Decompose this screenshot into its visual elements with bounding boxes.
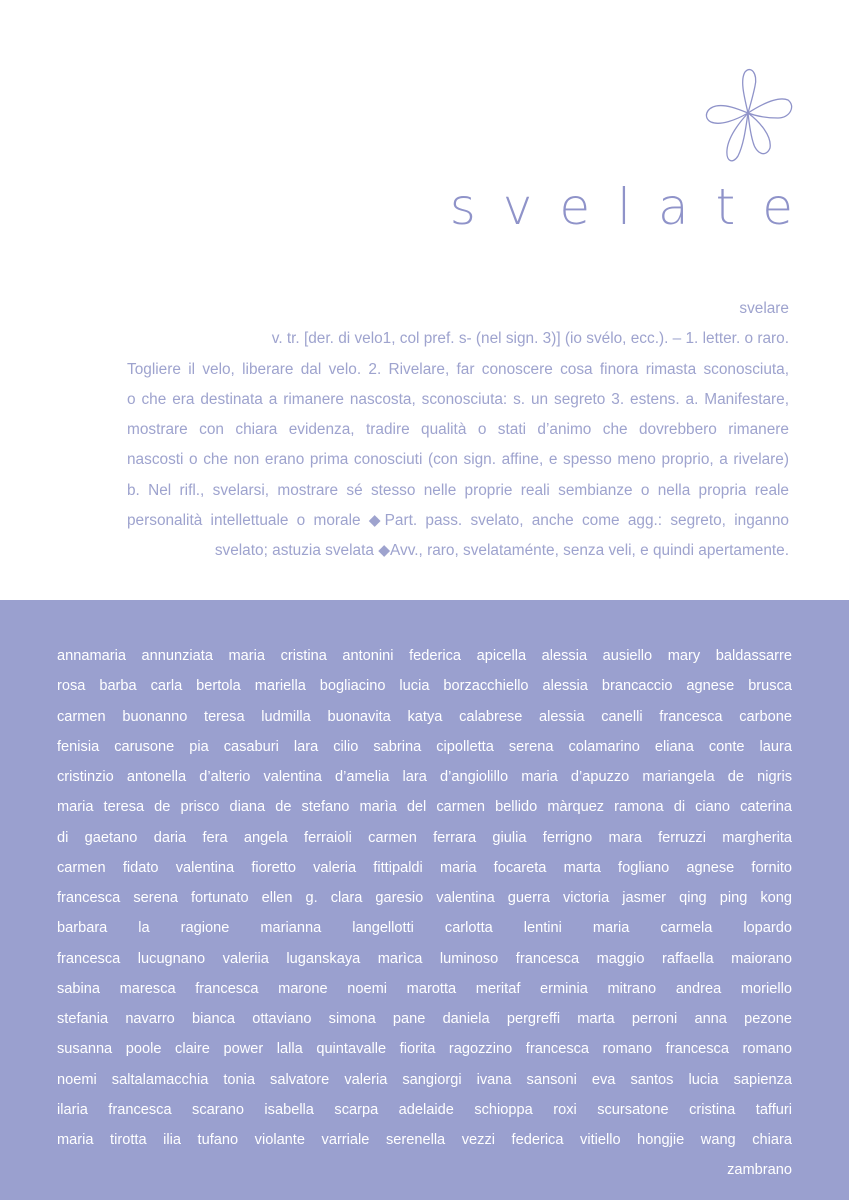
names-line: stefania navarro bianca ottaviano simona pane daniela pergreffi marta perroni anna pezone — [57, 1011, 792, 1027]
names-line: francesca lucugnano valeriia luganskaya marìca luminoso francesca maggio raffaella maiorano — [57, 950, 792, 967]
names-line: di gaetano daria fera angela ferraioli carmen ferrara giulia ferrigno mara ferruzzi margherita — [57, 829, 792, 846]
definition-line: b. Nel rifl., svelarsi, mostrare sé stesso nelle proprie reali sembianze o nella propria reale — [127, 481, 789, 499]
names-list — [57, 641, 792, 1186]
names-line: francesca serena fortunato ellen g. clara garesio valentina guerra victoria jasmer qing ping kong — [57, 890, 792, 906]
names-line: barbara la ragione marianna langellotti carlotta lentini maria carmela lopardo — [57, 920, 792, 937]
names-line: carmen fidato valentina fioretto valeria fittipaldi maria focareta marta fogliano agnese fornito — [57, 859, 792, 876]
names-line: cristinzio antonella d’alterio valentina d’amelia lara d’angiolillo maria d’apuzzo mariangela de nigris — [57, 769, 792, 785]
names-line: carmen buonanno teresa ludmilla buonavita katya calabrese alessia canelli francesca carbone — [57, 708, 792, 725]
definition-line: nascosti o che non erano prima conosciuti (con sign. affine, e spesso meno proprio, a rivelare) — [127, 451, 789, 469]
names-line: rosa barba carla bertola mariella bogliacino lucia borzacchiello alessia brancaccio agnese brusca — [57, 678, 792, 695]
definition-line: svelato; astuzia svelata ◆Avv., raro, svelataménte, senza veli, e quindi apertamente. — [214, 542, 789, 560]
definition-line: o che era destinata a rimanere nascosta, sconosciuta: s. un segreto 3. estens. a. Manifestare, — [127, 390, 789, 408]
names-line: sabina maresca francesca marone noemi marotta meritaf erminia mitrano andrea moriello — [57, 980, 792, 997]
names-line: zambrano — [727, 1162, 792, 1179]
names-line: annamaria annunziata maria cristina antonini federica apicella alessia ausiello mary baldassarre — [57, 648, 792, 664]
definition-block — [127, 294, 789, 567]
flower-outline-icon — [700, 66, 796, 166]
definition-line: v. tr. [der. di velo1, col pref. s- (nel sign. 3)] (io svélo, ecc.). – 1. letter. o raro. — [271, 330, 789, 348]
page-title: svelate — [449, 178, 820, 236]
names-line: ilaria francesca scarano isabella scarpa adelaide schioppa roxi scursatone cristina taffuri — [57, 1101, 792, 1118]
definition-line: mostrare con chiara evidenza, tradire qualità o stati d’animo che dovrebbero rimanere — [127, 421, 789, 439]
definition-line: personalità intellettuale o morale ◆Part. pass. svelato, anche come agg.: segreto, inganno — [127, 512, 789, 530]
definition-line: Togliere il velo, liberare dal velo. 2. Rivelare, far conoscere cosa finora rimasta sconosciuta, — [127, 360, 789, 378]
names-line: fenisia carusone pia casaburi lara cilio sabrina cipolletta serena colamarino eliana conte laura — [57, 738, 792, 755]
names-line: noemi saltalamacchia tonia salvatore valeria sangiorgi ivana sansoni eva santos lucia sapienza — [57, 1071, 792, 1088]
names-line: maria tirotta ilia tufano violante varriale serenella vezzi federica vitiello hongjie wang chiara — [57, 1132, 792, 1148]
names-line: maria teresa de prisco diana de stefano marìa del carmen bellido màrquez ramona di ciano caterina — [57, 799, 792, 816]
definition-headword: svelare — [739, 300, 789, 317]
names-line: susanna poole claire power lalla quintavalle fiorita ragozzino francesca romano francesca romano — [57, 1041, 792, 1058]
